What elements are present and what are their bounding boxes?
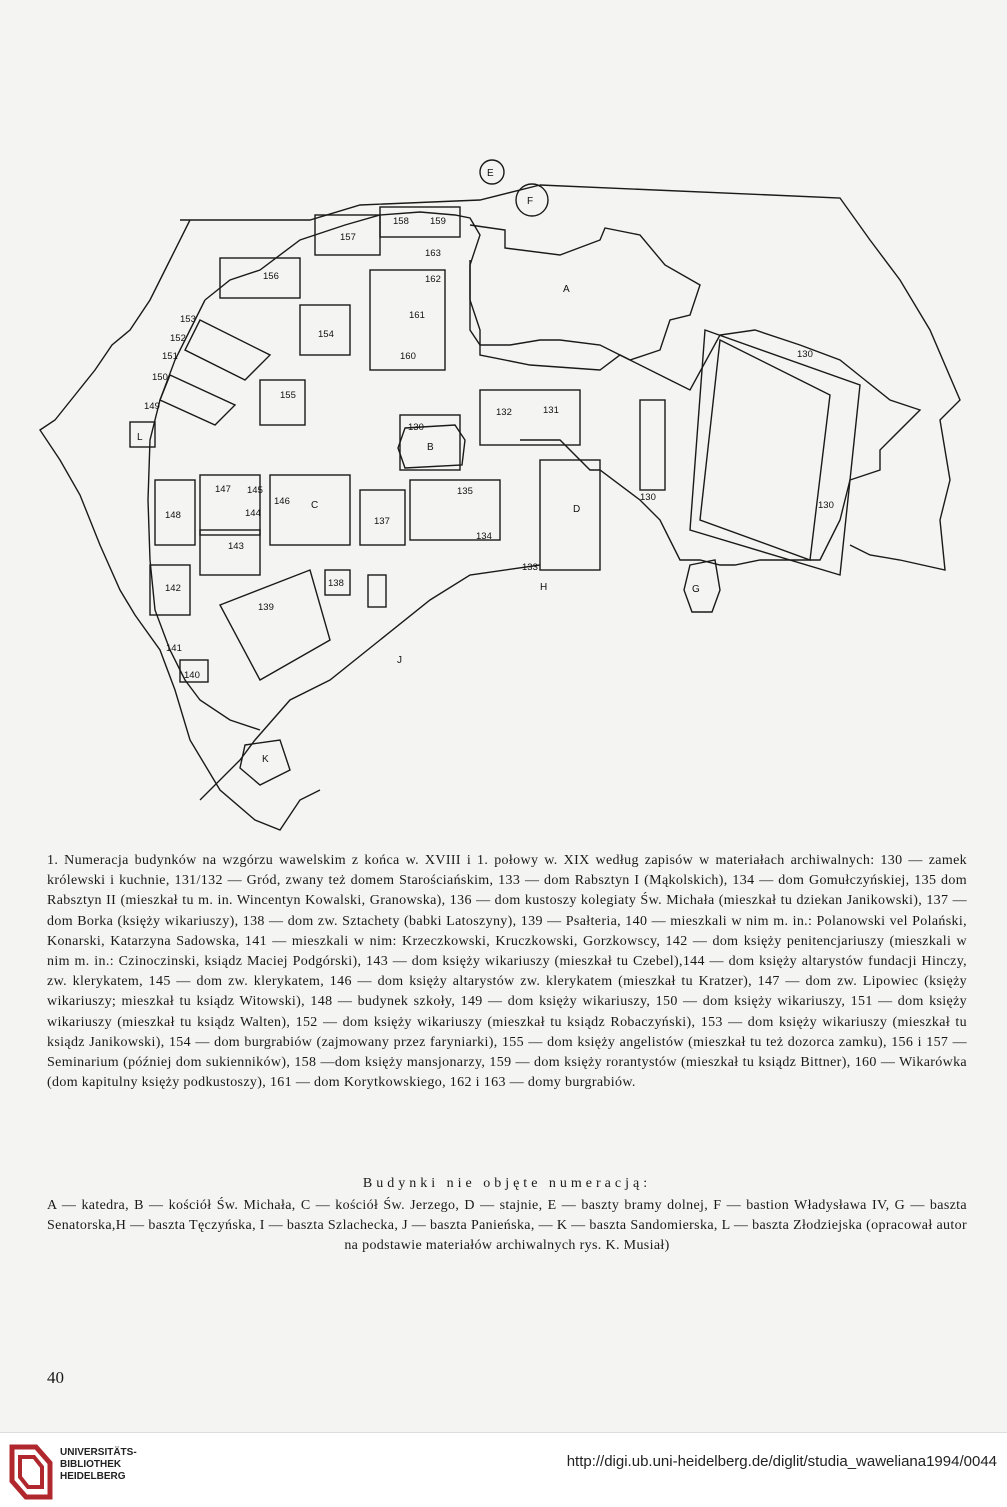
figure-caption: 1. Numeracja budynków na wzgórzu wawelskim z końca w. XVIII i 1. połowy w. XIX według zapisów w materiałach archiwalnych: 130 — zamek królewski i kuchnie, 131/132 — Gród, zwany też domem Starościańskim, 133 — dom Rabsztyn I (Mąkolskich), 134 — dom Gomułczyńskiej, 135 dom Rabsztyn II (mieszkał tu m. in. Wincentyn Kowalski, Granowska), 136 — dom kustoszy kolegiaty Św. Michała (mieszkał tu dziekan Janikowski), 137 — dom Borka (księży wikariuszy), 138 — dom zw. Sztachety (babki Latoszyny), 139 — Psałteria, 140 — mieszkali w nim m. in.: Polanowski vel Polański, Konarski, Katarzyna Sadowska, 141 — mieszkali w nim: Krzeczkowski, Kruczkowski, Gorzkowscy, 142 — dom księży penitencjariuszy (mieszkali w nim m. in.: Czinoczinski, ksiądz Maciej Podgórski), 143 — dom księży wikariuszy (mieszkał tu Czebel),144 — dom księży altarystów fundacji Hinczy, zw. klerykatem, 145 — dom zw. klerykatem, 146 — dom księży altarystów zw. klerykatem (mieszkał tu Kratzer), 147 — dom zw. Lipowiec (księży wikariuszy; mieszkał tu ksiądz Witowski), 148 — budynek szkoły, 149 — dom księży wikariuszy, 150 — dom księży wikariuszy, 151 — dom księży wikariuszy (mieszkał tu ksiądz Walten), 152 — dom księży wikariuszy (mieszkał tu ksiądz Robaczyński), 153 — dom księży wikariuszy (mieszkał tu ksiądz Janikowski), 154 — dom burgrabiów (zajmowany przez faryniarki), 155 — dom księży angelistów (mieszkał tu też dozorca zamku), 156 i 157 — Seminarium (później dom sukienników), 158 —dom księży mansjonarzy, 159 — dom księży rorantystów (mieszkał tu ksiądz Bittner), 160 — Wikarówka (dom kapitulny księży podkustoszy), 161 — dom Korytkowskiego, 162 i 163 — domy burgrabiów. (47, 853, 967, 1091)
label-132: 132 (496, 407, 512, 418)
building-outline (640, 400, 665, 490)
building-outline (480, 390, 580, 445)
building-outline (220, 258, 300, 298)
source-url-link[interactable]: http://digi.ub.uni-heidelberg.de/diglit/studia_waweliana1994/0044 (566, 1453, 997, 1470)
label-137: 137 (374, 516, 390, 527)
outer-wall (40, 220, 320, 830)
library-name-line: BIBLIOTHEK (60, 1459, 122, 1470)
label-158: 158 (393, 216, 409, 227)
label-160: 160 (400, 351, 416, 362)
label-149: 149 (144, 401, 160, 412)
letter-g: G (692, 584, 700, 595)
label-152: 152 (170, 333, 186, 344)
label-151: 151 (162, 351, 178, 362)
label-161: 161 (409, 310, 425, 321)
label-147: 147 (215, 484, 231, 495)
label-148: 148 (165, 510, 181, 521)
letter-j: J (397, 655, 402, 666)
label-134: 134 (476, 531, 492, 542)
legend-text: A — katedra, B — kościół Św. Michała, C — kościół Św. Jerzego, D — stajnie, E — baszty bramy dolnej, F — bastion Władysława IV, G — baszta Senatorska,H — baszta Tęczyńska, I — baszta Szlachecka, J — baszta Panieńska, — K — baszta Sandomierska, L — baszta Złodziejska (opracował autor na podstawie materiałów archiwalnych rys. K. Musiał) (47, 1198, 967, 1254)
label-133: 133 (522, 562, 538, 573)
inner-wall (205, 212, 920, 565)
letter-a: A (563, 284, 570, 295)
letter-l: L (137, 432, 143, 443)
library-name-line: UNIVERSITÄTS- (60, 1447, 137, 1458)
building-outline (540, 460, 600, 570)
label-153: 153 (180, 314, 196, 325)
label-143: 143 (228, 541, 244, 552)
label-144: 144 (245, 508, 261, 519)
label-163: 163 (425, 248, 441, 259)
tower-g (684, 560, 720, 612)
label-135: 135 (457, 486, 473, 497)
label-162: 162 (425, 274, 441, 285)
library-name-line: HEIDELBERG (60, 1471, 126, 1482)
castle-courtyard (700, 340, 830, 560)
label-159: 159 (430, 216, 446, 227)
library-logo[interactable] (6, 1443, 156, 1501)
letter-e: E (487, 168, 494, 179)
label-130: 130 (640, 492, 656, 503)
label-141: 141 (166, 643, 182, 654)
legend-heading: Budynki nie objęte numeracją: (362, 1176, 652, 1191)
label-130: 130 (408, 422, 424, 433)
label-150: 150 (152, 372, 168, 383)
letter-k: K (262, 754, 269, 765)
letter-f: F (527, 196, 534, 207)
building-outline (270, 475, 350, 545)
label-157: 157 (340, 232, 356, 243)
building-outline (368, 575, 386, 607)
label-130: 130 (818, 500, 834, 511)
cathedral-outline (470, 225, 700, 360)
building-outline (200, 530, 260, 575)
page-number: 40 (47, 1368, 64, 1387)
footer-bar (0, 1432, 1007, 1507)
building-outline (185, 320, 270, 380)
label-139: 139 (258, 602, 274, 613)
wawel-hill-plan (30, 150, 980, 840)
south-wall (200, 565, 540, 800)
letter-d: D (573, 504, 581, 515)
letter-b: B (427, 442, 434, 453)
building-outline (160, 375, 235, 425)
label-131: 131 (543, 405, 559, 416)
label-146: 146 (274, 496, 290, 507)
label-130: 130 (797, 349, 813, 360)
library-emblem-icon (6, 1443, 54, 1501)
label-142: 142 (165, 583, 181, 594)
building-outline (260, 380, 305, 425)
label-156: 156 (263, 271, 279, 282)
letter-c: C (311, 500, 319, 511)
building-outline (220, 570, 330, 680)
label-140: 140 (184, 670, 200, 681)
label-145: 145 (247, 485, 263, 496)
fortress-wall-east (540, 185, 960, 570)
label-154: 154 (318, 329, 334, 340)
label-155: 155 (280, 390, 296, 401)
letter-h: H (540, 582, 548, 593)
label-138: 138 (328, 578, 344, 589)
